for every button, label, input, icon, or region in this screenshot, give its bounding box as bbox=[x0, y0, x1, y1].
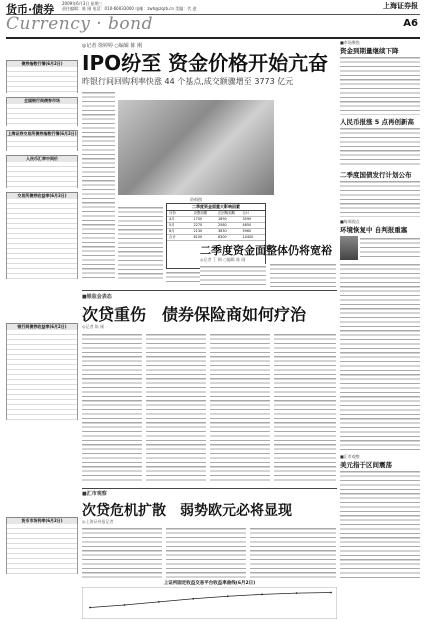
data-point bbox=[227, 595, 229, 597]
table-cell: 2130 bbox=[193, 229, 203, 233]
data-point bbox=[330, 592, 332, 594]
table-title: 银行间债券收益率(6月2日) bbox=[6, 323, 78, 331]
table-cell: 6100 bbox=[193, 235, 203, 239]
lead-kicker: ◎记者 徐婷婷 ○编辑 陈 刚 bbox=[82, 43, 143, 49]
chart-frame bbox=[82, 587, 337, 619]
lead-photo bbox=[118, 100, 274, 195]
chart-title: 上证所固定收益交易平台收益率曲线(6月2日) bbox=[163, 581, 256, 586]
table-title: 交易所债券收益率(6月2日) bbox=[6, 192, 78, 200]
fourth-body-col1 bbox=[82, 526, 162, 578]
third-body-col3 bbox=[210, 332, 270, 482]
section-title: 货币·债券 bbox=[6, 3, 55, 16]
table-title: 债券指数行情(6月2日) bbox=[6, 60, 78, 68]
table-cell: 2270 bbox=[193, 223, 203, 227]
item1-headline: 资金到期量继续下降 bbox=[340, 47, 399, 55]
item4-body-text bbox=[360, 236, 420, 260]
table-cell: 8300 bbox=[218, 235, 227, 239]
third-byline: ◎记者 陈 刚 bbox=[82, 324, 105, 329]
columnist-portrait bbox=[340, 236, 358, 260]
lead-subhead: 昨银行间回购利率快涨 44 个基点,成交额骤增至 3773 亿元 bbox=[82, 77, 294, 86]
item4-headline: 环境恢复中 自判报重塞 bbox=[340, 226, 408, 234]
table-cell: 2580 bbox=[218, 223, 227, 227]
table-row bbox=[167, 235, 265, 241]
paper-name: 上海证券报 bbox=[383, 2, 418, 10]
right-column bbox=[340, 40, 420, 581]
lead-table-title: 二季度资金面重大影响因素 bbox=[167, 204, 265, 211]
data-point bbox=[296, 592, 298, 594]
item1-body bbox=[340, 55, 420, 115]
market-data-column bbox=[6, 41, 76, 431]
data-table bbox=[6, 67, 78, 93]
data-table bbox=[6, 162, 78, 188]
table-title: 上海证券交易所债券指数行情(6月2日) bbox=[7, 131, 77, 136]
brand-title: Currency · bond bbox=[6, 14, 154, 34]
data-point bbox=[192, 598, 194, 600]
data-point bbox=[89, 607, 91, 609]
item1-tag: ■市场聚焦 bbox=[340, 40, 360, 45]
dateline bbox=[62, 1, 197, 11]
fourth-byline: ◎上海证券报记者 bbox=[82, 519, 114, 524]
data-point bbox=[158, 601, 160, 603]
table-cell: 1700 bbox=[193, 217, 203, 221]
table-cell: 1890 bbox=[218, 217, 227, 221]
data-point bbox=[124, 604, 126, 606]
table-cell: 合计 bbox=[169, 235, 176, 239]
item2-headline: 人民币报涨 5 点再创新高 bbox=[340, 118, 415, 126]
data-table bbox=[6, 137, 78, 151]
table-cell: 3830 bbox=[218, 229, 227, 233]
item2-body bbox=[340, 126, 420, 168]
section-divider bbox=[82, 290, 337, 291]
third-tag: ■银监会表态 bbox=[82, 294, 112, 300]
item4-body-cont bbox=[340, 262, 420, 452]
money-market-block bbox=[6, 437, 76, 577]
third-body-col1 bbox=[82, 332, 142, 482]
header-rule bbox=[6, 37, 420, 39]
item5-headline: 美元指于区间震荡 bbox=[340, 461, 392, 469]
table-cell: 正回购到期 bbox=[218, 211, 235, 215]
dateline-editors: 责任编辑：陈 刚 电话：010-66033000 电邮：zwh@zqrb.cn 美编：代 进 bbox=[62, 6, 197, 11]
table-title: 全国银行间债券市场 bbox=[6, 97, 78, 105]
item3-body bbox=[340, 179, 420, 217]
fourth-tag: ■汇市观察 bbox=[82, 491, 107, 497]
second-body bbox=[270, 262, 336, 287]
table-cell: 4850 bbox=[242, 223, 252, 227]
item5-tag: ■汇市观察 bbox=[340, 454, 360, 459]
third-headline: 次贷重伤 债券保险商如何疗治 bbox=[82, 305, 307, 324]
table-cell: 6月 bbox=[169, 229, 175, 233]
item4-tag: ■每周视点 bbox=[340, 219, 360, 224]
lead-headline: IPO纷至 资金价格开始亢奋 bbox=[82, 51, 329, 75]
second-headline: 二季度资金面整体仍将宽裕 bbox=[200, 244, 332, 257]
item5-body bbox=[340, 469, 420, 581]
page-number: A6 bbox=[403, 18, 418, 29]
data-point bbox=[261, 593, 263, 595]
table-cell: 3590 bbox=[242, 217, 252, 221]
table-cell: 14400 bbox=[242, 235, 254, 239]
data-table bbox=[6, 199, 78, 279]
table-cell: 月份 bbox=[169, 211, 176, 215]
fourth-headline: 次贷危机扩散 弱势欧元必将显现 bbox=[82, 503, 292, 519]
lead-table-rows bbox=[167, 211, 265, 241]
data-table bbox=[6, 524, 78, 574]
lead-body-col1 bbox=[82, 90, 115, 280]
yield-curve-chart bbox=[82, 587, 337, 619]
table-title: 人民币汇率中间价 bbox=[6, 155, 78, 163]
item3-headline: 二季度国债发行计划公布 bbox=[340, 171, 412, 179]
dateline-date: 2009年6月3日 星期三 bbox=[62, 1, 103, 6]
lead-body-col2 bbox=[118, 205, 163, 280]
fourth-body-col3 bbox=[250, 526, 336, 578]
third-body-col2 bbox=[146, 332, 206, 482]
section-divider bbox=[82, 488, 337, 489]
data-table bbox=[6, 330, 78, 420]
table-cell: 央票到期 bbox=[193, 211, 208, 215]
item4-body bbox=[340, 236, 420, 260]
third-body-col4 bbox=[274, 332, 336, 482]
table-cell: 合计 bbox=[242, 211, 250, 215]
table-cell: 5960 bbox=[242, 229, 252, 233]
table-title: 货币市场利率(6月2日) bbox=[6, 517, 78, 525]
table-cell: 4月 bbox=[169, 217, 175, 221]
second-body-2 bbox=[200, 264, 266, 288]
data-table bbox=[6, 104, 78, 126]
second-byline: ◎记者 丁 枫 ○编辑 陈 刚 bbox=[200, 257, 246, 262]
photo-caption: 资料图 bbox=[190, 197, 202, 202]
table-cell: 5月 bbox=[169, 223, 175, 227]
fourth-body-col2 bbox=[166, 526, 246, 578]
